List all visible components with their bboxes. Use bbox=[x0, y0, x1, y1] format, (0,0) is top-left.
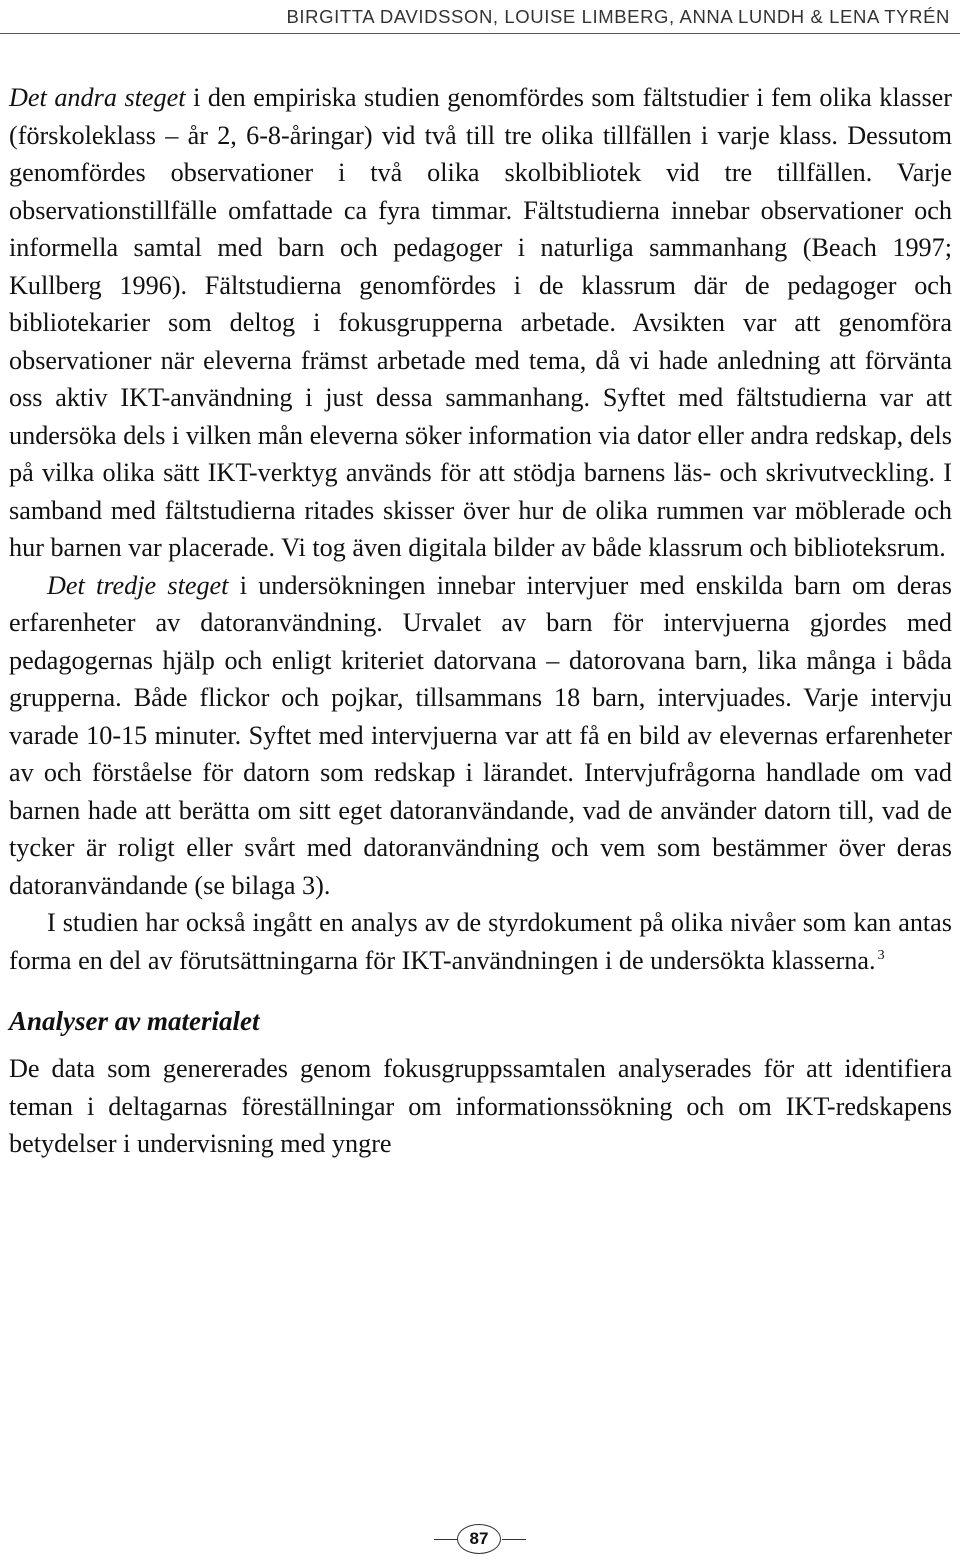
paragraph-text: i undersökningen innebar intervjuer med enskilda barn om deras erfarenheter av datoranvändning. Urvalet av barn för intervjuerna gjordes med pedagogernas hjälp och enligt kriteriet datorvana – datorovana barn, lika många i båda grupperna. Både flickor och pojkar, tillsammans 18 barn, intervjuades. Varje intervju varade 10-15 minuter. Syftet med intervjuerna var att få en bild av elevernas erfarenheter av och förståelse för datorn som redskap i lärandet. Intervjufrågorna handlade om vad barnen hade att berätta om sitt eget datoranvändande, vad de använder datorn till, vad de tycker är roligt eller svårt med datoranvändning och vem som bestämmer över deras datoranvändande (se bilaga 3). bbox=[9, 570, 952, 900]
paragraph-second-step bbox=[9, 79, 952, 567]
page-number: 87 bbox=[469, 1529, 489, 1548]
body-text bbox=[9, 79, 952, 1163]
paragraph-policy-documents bbox=[9, 904, 952, 979]
paragraph-text: De data som genererades genom fokusgruppssamtalen analyserades för att identifiera teman i deltagarnas föreställningar om informationssökning och om IKT-redskapens betydelser i undervisning med yngre bbox=[9, 1054, 952, 1158]
paragraph-third-step bbox=[9, 567, 952, 905]
section-heading: Analyser av materialet bbox=[9, 1006, 260, 1036]
header-rule bbox=[0, 33, 960, 34]
paragraph-text: I studien har också ingått en analys av de styrdokument på olika nivåer som kan antas forma en del av förutsättningarna för IKT-användningen i de undersökta klasserna. bbox=[9, 908, 952, 975]
running-header: BIRGITTA DAVIDSSON, LOUISE LIMBERG, ANNA LUNDH & LENA TYRÉN bbox=[286, 6, 950, 27]
paragraph-text: i den empiriska studien genomfördes som fältstudier i fem olika klasser (förskoleklass – år 2, 6-8-åringar) vid två till tre olika tillfällen i varje klass. Dessutom genomfördes observationer i två olika skolbibliotek vid tre tillfällen. Varje observationstillfälle omfattade ca fyra timmar. Fältstudierna innebar observationer och informella samtal med barn och pedagoger i naturliga sammanhang (Beach 1997; Kullberg 1996). Fältstudierna genomfördes i de klassrum där de pedagoger och bibliotekarier som deltog i fokusgrupperna arbetade. Avsikten var att genomföra observationer när eleverna främst arbetade med tema, då vi hade anledning att förvänta oss aktiv IKT-användning i just dessa sammanhang. Syftet med fältstudierna var att undersöka dels i vilken mån eleverna söker information via dator eller andra redskap, dels på vilka olika sätt IKT-verktyg används för att stödja barnens läs- och skrivutveckling. I samband med fältstudierna ritades skisser över hur de olika rummen var möblerade och hur barnen var placerade. Vi tog även digitala bilder av både klassrum och biblioteksrum. bbox=[9, 83, 952, 562]
paragraph-lead-italic: Det tredje steget bbox=[47, 570, 229, 600]
page-footer bbox=[0, 1524, 960, 1554]
paragraph-analysis bbox=[9, 1050, 952, 1163]
footer-rule-left bbox=[434, 1539, 458, 1540]
paragraph-lead-italic: Det andra steget bbox=[9, 83, 186, 112]
footer-rule-right bbox=[502, 1539, 526, 1540]
page-number-badge bbox=[457, 1524, 501, 1554]
footnote-reference[interactable]: 3 bbox=[877, 947, 885, 963]
